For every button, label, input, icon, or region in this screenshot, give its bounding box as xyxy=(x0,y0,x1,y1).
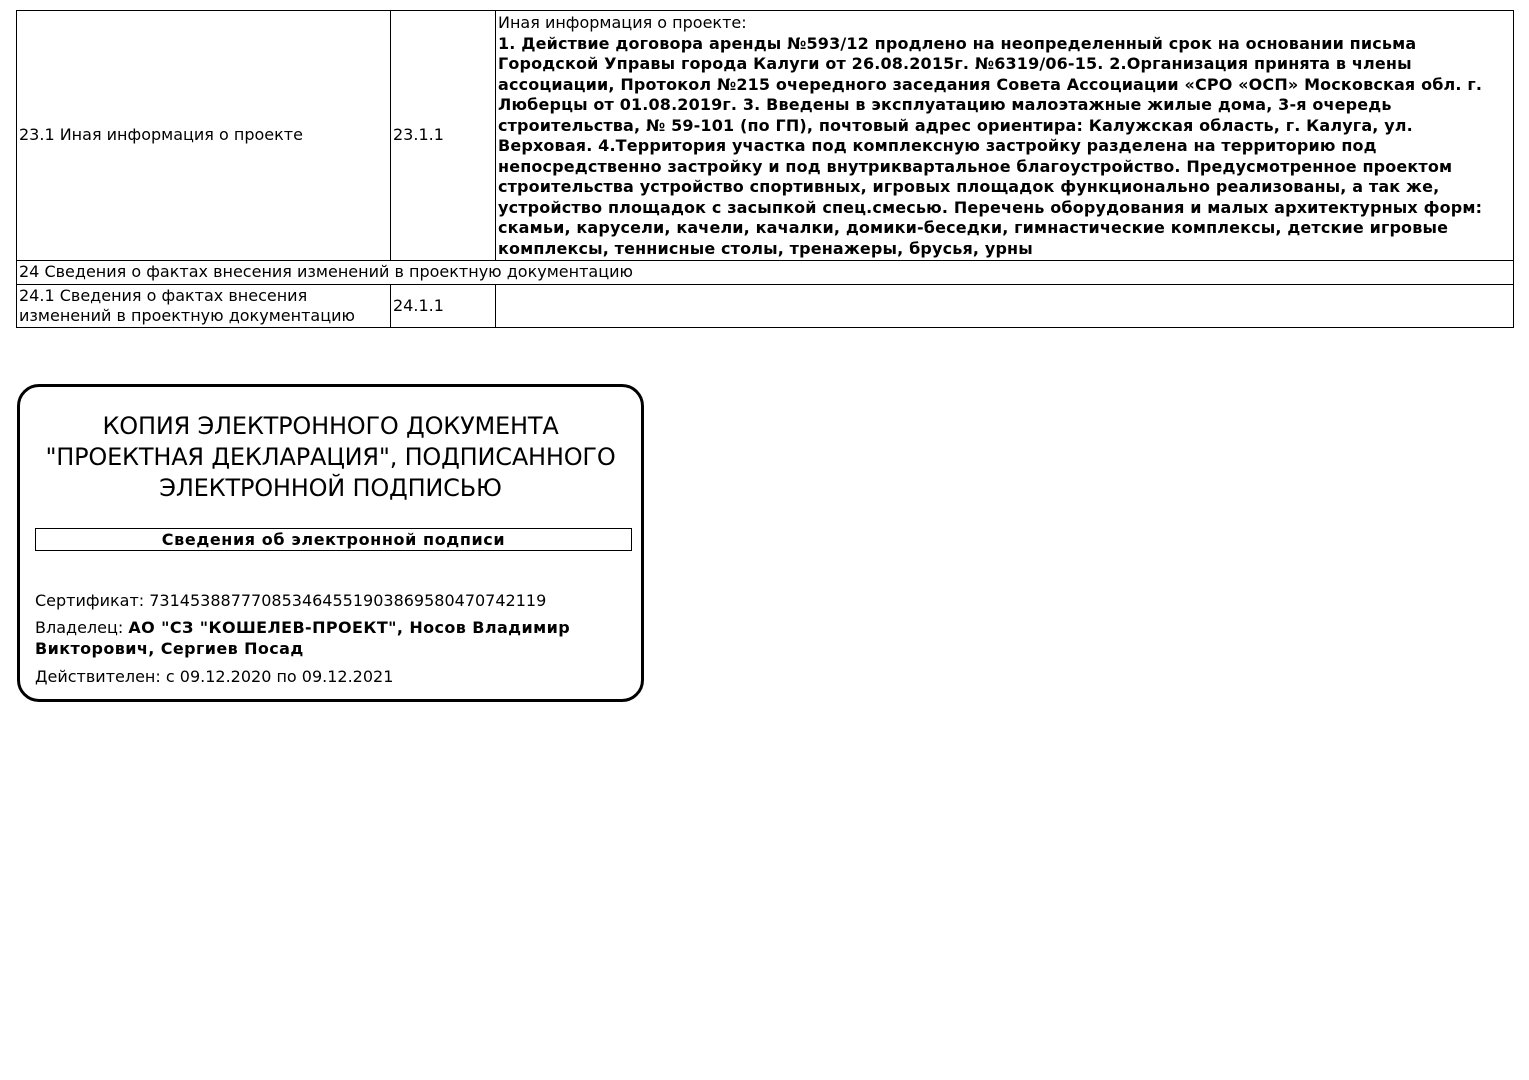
stamp-title: КОПИЯ ЭЛЕКТРОННОГО ДОКУМЕНТА "ПРОЕКТНАЯ ДЕКЛАРАЦИЯ", ПОДПИСАННОГО ЭЛЕКТРОННОЙ ПОДПИСЬЮ xyxy=(45,412,616,502)
row-23-1-info-cell xyxy=(496,11,1514,261)
section-24-label: 24 Сведения о фактах внесения изменений в проектную документацию xyxy=(17,261,1514,285)
validity-line xyxy=(35,666,393,687)
certificate-line xyxy=(35,590,546,611)
certificate-label: Сертификат: xyxy=(35,591,145,610)
owner-line xyxy=(35,617,615,659)
row-23-1-info-text: 1. Действие договора аренды №593/12 продлено на неопределенный срок на основании письма Городской Управы города Калуги от 26.08.2015г. №6319/06-15. 2.Организация принята в члены ассоциации, Протокол №215 очередного заседания Совета Ассоциации «СРО «ОСП» Московская обл. г. Люберцы от 01.08.2019г. 3. Введены в эксплуатацию малоэтажные жилые дома, 3-я очередь строительства, № 59-101 (по ГП), почтовый адрес ориентира: Калужская область, г. Калуга, ул. Верховая. 4.Территория участка под комплексную застройку разделена на территорию под непосредственно застройку и под внутриквартальное благоустройство. Предусмотренное проектом строительства устройство спортивных, игровых площадок функционально реализованы, а так же, устройство площадок с засыпкой спец.смесью. Перечень оборудования и малых архитектурных форм: скамьи, карусели, качели, качалки, домики-беседки, гимнастические комплексы, детские игровые комплексы, теннисные столы, тренажеры, брусья, урны xyxy=(498,33,1483,258)
electronic-signature-stamp xyxy=(17,384,644,702)
table-row-24-1 xyxy=(17,284,1514,327)
owner-label: Владелец: xyxy=(35,618,124,637)
owner-value: АО "СЗ "КОШЕЛЕВ-ПРОЕКТ", Носов Владимир Викторович, Сергиев Посад xyxy=(35,618,571,658)
row-24-1-value xyxy=(496,284,1514,327)
row-23-1-label: 23.1 Иная информация о проекте xyxy=(17,11,391,261)
certificate-value: 731453887770853464551903869580470742119 xyxy=(149,591,547,610)
section-row-24 xyxy=(17,261,1514,285)
row-24-1-label: 24.1 Сведения о фактах внесения изменений в проектную документацию xyxy=(17,284,391,327)
table-row-23-1 xyxy=(17,11,1514,261)
row-23-1-code: 23.1.1 xyxy=(391,11,496,261)
project-declaration-table xyxy=(16,10,1514,328)
validity-label: Действителен: xyxy=(35,667,161,686)
validity-value: с 09.12.2020 по 09.12.2021 xyxy=(165,667,394,686)
signature-info-header: Сведения об электронной подписи xyxy=(35,528,632,551)
row-24-1-code: 24.1.1 xyxy=(391,284,496,327)
row-23-1-info-heading: Иная информация о проекте: xyxy=(498,13,747,32)
